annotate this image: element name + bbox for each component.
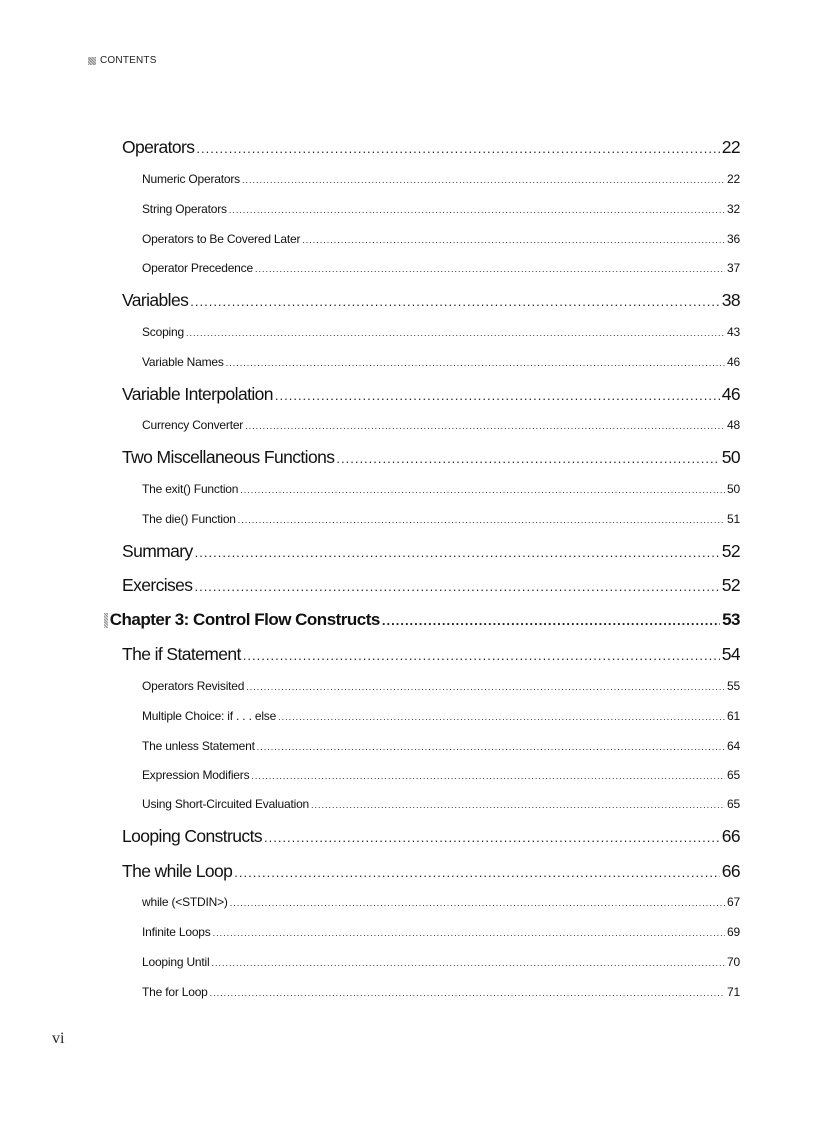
toc-entry[interactable] <box>122 447 740 468</box>
toc-entry-page: 70 <box>727 955 740 969</box>
toc-entry-page: 67 <box>727 895 740 909</box>
toc-entry-page: 55 <box>727 679 740 693</box>
dot-leader <box>194 579 719 594</box>
toc-entry-title: Multiple Choice: if . . . else <box>142 709 277 723</box>
toc-entry-title: The while Loop <box>122 861 233 881</box>
toc-entry-title: Operators Revisited <box>142 679 245 693</box>
toc-entry[interactable] <box>142 955 740 969</box>
toc-entry-page: 32 <box>727 202 740 216</box>
toc-entry[interactable] <box>142 739 740 753</box>
toc-entry[interactable] <box>142 418 740 432</box>
dot-leader <box>190 294 719 309</box>
toc-entry[interactable] <box>122 644 740 665</box>
toc-entry-title: The unless Statement <box>142 739 255 753</box>
toc-chapter-entry[interactable] <box>104 610 740 630</box>
dot-leader <box>196 141 719 156</box>
toc-entry-title: Operators to Be Covered Later <box>142 232 301 246</box>
toc-entry-title: Variable Interpolation <box>122 384 273 404</box>
dot-leader <box>195 545 720 560</box>
dot-leader <box>234 865 719 880</box>
toc-entry-title: Operators <box>122 137 195 157</box>
dot-leader <box>255 264 725 274</box>
toc-entry-page: 50 <box>727 482 740 496</box>
dot-leader <box>238 515 725 525</box>
toc-entry-title: Chapter 3: Control Flow Constructs <box>109 610 380 629</box>
toc-entry-title: The die() Function <box>142 512 236 526</box>
toc-entry-title: Using Short-Circuited Evaluation <box>142 797 310 811</box>
dot-leader <box>336 451 719 466</box>
toc-entry-page: 71 <box>727 985 740 999</box>
dot-leader <box>186 328 725 338</box>
toc-entry-page: 61 <box>727 709 740 723</box>
toc-entry-page: 37 <box>727 261 740 275</box>
dot-leader <box>251 771 725 781</box>
toc-entry[interactable] <box>122 826 740 847</box>
dot-leader <box>275 388 720 403</box>
dot-leader <box>302 235 725 245</box>
toc-entry-title: Two Miscellaneous Functions <box>122 447 335 467</box>
dot-leader <box>264 830 720 845</box>
dot-leader <box>230 898 725 908</box>
toc-entry-page: 50 <box>721 447 740 467</box>
toc-entry-page: 46 <box>727 355 740 369</box>
toc-entry-page: 22 <box>727 172 740 186</box>
toc-entry[interactable] <box>142 202 740 216</box>
toc-entry-title: while (<STDIN>) <box>142 895 228 909</box>
dot-leader <box>240 485 725 495</box>
toc-entry[interactable] <box>122 541 740 562</box>
toc-entry-page: 46 <box>721 384 740 404</box>
toc-entry[interactable] <box>142 355 740 369</box>
toc-entry-title: Infinite Loops <box>142 925 211 939</box>
dot-leader <box>226 358 725 368</box>
toc-entry-page: 65 <box>727 768 740 782</box>
toc-entry-title: Operator Precedence <box>142 261 253 275</box>
toc-entry-title: The for Loop <box>142 985 208 999</box>
toc-entry-title: Looping Until <box>142 955 210 969</box>
running-header <box>88 55 157 66</box>
toc-entry-title: Expression Modifiers <box>142 768 250 782</box>
toc-entry-title: Variables <box>122 290 189 310</box>
dot-leader <box>210 988 725 998</box>
toc-entry-page: 52 <box>721 541 740 561</box>
toc-entry-title: Looping Constructs <box>122 826 262 846</box>
chapter-square-icon <box>104 613 108 628</box>
toc-entry[interactable] <box>142 261 740 275</box>
toc-entry-page: 43 <box>727 325 740 339</box>
header-square-icon <box>88 57 96 65</box>
toc-entry-title: The if Statement <box>122 644 241 664</box>
toc-entry-page: 48 <box>727 418 740 432</box>
dot-leader <box>257 742 725 752</box>
toc-entry[interactable] <box>122 384 740 405</box>
dot-leader <box>311 800 725 810</box>
toc-entry-title: The exit() Function <box>142 482 239 496</box>
header-label: CONTENTS <box>100 55 157 66</box>
dot-leader <box>229 205 725 215</box>
toc-entry[interactable] <box>142 797 740 811</box>
toc-entry-page: 36 <box>727 232 740 246</box>
toc-entry-title: Summary <box>122 541 193 561</box>
toc-entry[interactable] <box>142 482 740 496</box>
dot-leader <box>278 712 725 722</box>
dot-leader <box>242 175 725 185</box>
page-number: vi <box>52 1030 65 1047</box>
toc-entry-page: 64 <box>727 739 740 753</box>
toc-entry[interactable] <box>142 709 740 723</box>
toc-entry-page: 53 <box>722 610 740 629</box>
toc-entry-title: Variable Names <box>142 355 224 369</box>
dot-leader <box>382 613 720 628</box>
toc-entry[interactable] <box>142 172 740 186</box>
toc-entry-page: 52 <box>721 575 740 595</box>
toc-entry[interactable] <box>142 768 740 782</box>
toc-entry-title: Exercises <box>122 575 193 595</box>
toc-entry[interactable] <box>142 232 740 246</box>
dot-leader <box>213 928 725 938</box>
dot-leader <box>246 682 725 692</box>
toc-entry[interactable] <box>122 290 740 311</box>
dot-leader <box>211 958 725 968</box>
toc-entry-page: 38 <box>721 290 740 310</box>
toc-entry-title: Numeric Operators <box>142 172 240 186</box>
toc-entry-title: Scoping <box>142 325 184 339</box>
toc-entry[interactable] <box>142 679 740 693</box>
toc-entry-title: String Operators <box>142 202 227 216</box>
toc-entry-title: Currency Converter <box>142 418 244 432</box>
toc-entry[interactable] <box>122 137 740 158</box>
toc-entry[interactable] <box>142 925 740 939</box>
toc-entry[interactable] <box>142 895 740 909</box>
toc-entry[interactable] <box>122 861 740 882</box>
toc-entry-page: 22 <box>721 137 740 157</box>
toc-entry[interactable] <box>122 575 740 596</box>
toc-entry-page: 65 <box>727 797 740 811</box>
toc-entry[interactable] <box>142 325 740 339</box>
toc-entry[interactable] <box>142 985 740 999</box>
dot-leader <box>245 421 725 431</box>
toc-entry-page: 66 <box>721 861 740 881</box>
toc-entry-page: 69 <box>727 925 740 939</box>
toc-entry-page: 66 <box>721 826 740 846</box>
toc-entry[interactable] <box>142 512 740 526</box>
toc-entry-page: 51 <box>727 512 740 526</box>
dot-leader <box>243 648 720 663</box>
toc-entry-page: 54 <box>721 644 740 664</box>
